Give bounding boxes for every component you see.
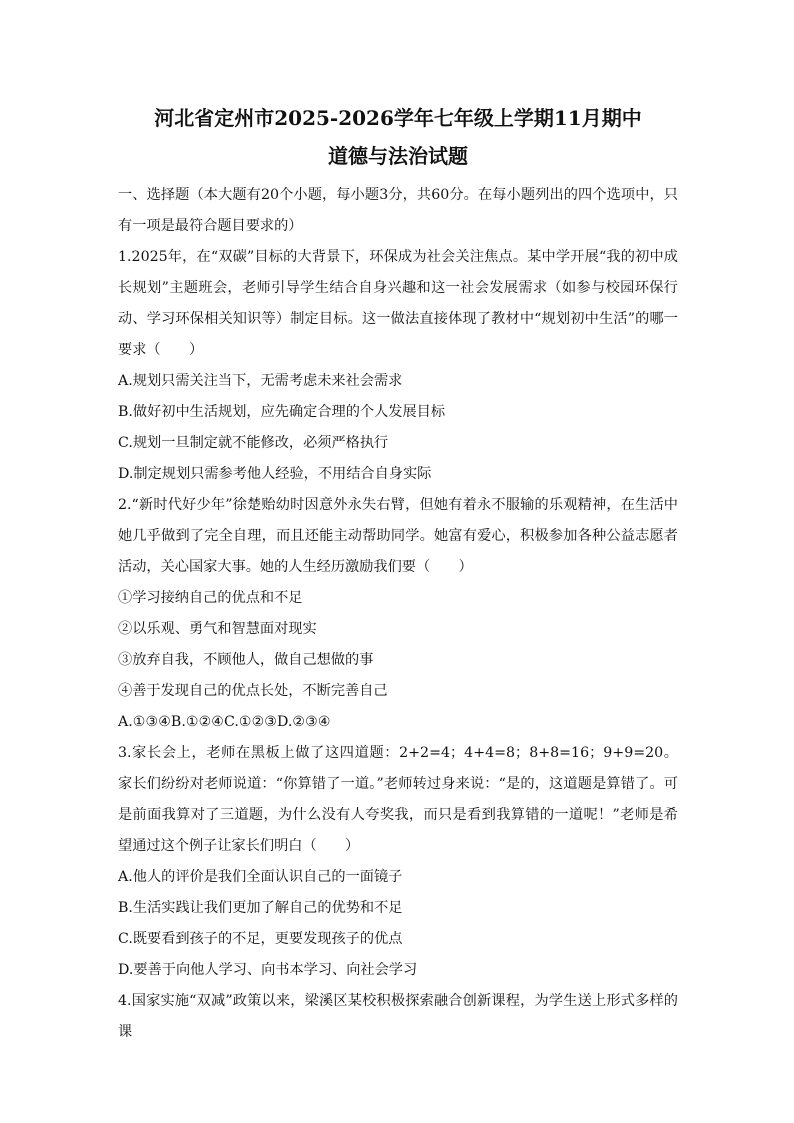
statement-4: ④善于发现自己的优点长处，不断完善自己 <box>118 683 388 699</box>
option-c: C.既要看到孩子的不足，更要发现孩子的优点 <box>118 931 403 947</box>
option-d: D.要善于向他人学习、向书本学习、向社会学习 <box>118 962 418 978</box>
option-a: A.他人的评价是我们全面认识自己的一面镜子 <box>118 869 403 885</box>
option-b: B.做好初中生活规划，应先确定合理的个人发展目标 <box>118 404 446 420</box>
section-heading: 一、选择题（本大题有20个小题，每小题3分，共60分。在每小题列出的四个选项中，只有一项是最符合题目要求的） <box>118 187 678 234</box>
question-stem: 1.2025年，在“双碳”目标的大背景下，环保成为社会关注焦点。某中学开展“我的初中成长规划”主题班会，老师引导学生结合自身兴趣和这一社会发展需求（如参与校园环保行动、学习环保相关知识等）制定目标。这一做法直接体现了教材中“规划初中生活”的哪一要求（ ） <box>118 249 678 358</box>
option-c: C.规划一旦制定就不能修改，必须严格执行 <box>118 435 389 451</box>
document-title-line2: 道德与法治试题 <box>328 144 468 168</box>
question-stem: 2.“新时代好少年”徐楚贻幼时因意外永失右臂，但她有着永不服输的乐观精神，在生活中她几乎做到了完全自理，而且还能主动帮助同学。她富有爱心，积极参加各种公益志愿者活动，关心国家大事。她的人生经历激励我们要（ ） <box>118 497 678 575</box>
option-d: D.制定规划只需参考他人经验，不用结合自身实际 <box>118 466 432 482</box>
document-title-line1: 河北省定州市2025-2026学年七年级上学期11月期中 <box>154 106 642 130</box>
option-b: B.生活实践让我们更加了解自己的优势和不足 <box>118 900 403 916</box>
statement-1: ①学习接纳自己的优点和不足 <box>118 590 303 606</box>
option-a: A.规划只需关注当下，无需考虑未来社会需求 <box>118 373 403 389</box>
question-2 <box>118 490 678 738</box>
question-3 <box>118 738 678 986</box>
statement-2: ②以乐观、勇气和智慧面对现实 <box>118 621 317 637</box>
statement-3: ③放弃自我，不顾他人，做自己想做的事 <box>118 652 374 668</box>
question-stem: 3.家长会上，老师在黑板上做了这四道题：2+2=4；4+4=8；8+8=16；9+9=20。家长们纷纷对老师说道：“你算错了一道。”老师转过身来说：“是的，这道题是算错了。可是前面我算对了三道题，为什么没有人夸奖我，而只是看到我算错的一道呢！”老师是希望通过这个例子让家长们明白（ ） <box>118 745 678 854</box>
question-4 <box>118 986 678 1048</box>
answer-options: A.①③④B.①②④C.①②③D.②③④ <box>118 714 331 730</box>
question-1 <box>118 242 678 490</box>
question-stem: 4.国家实施“双减”政策以来，梁溪区某校积极探索融合创新课程，为学生送上形式多样的课 <box>118 993 678 1040</box>
document-page <box>118 100 678 1048</box>
